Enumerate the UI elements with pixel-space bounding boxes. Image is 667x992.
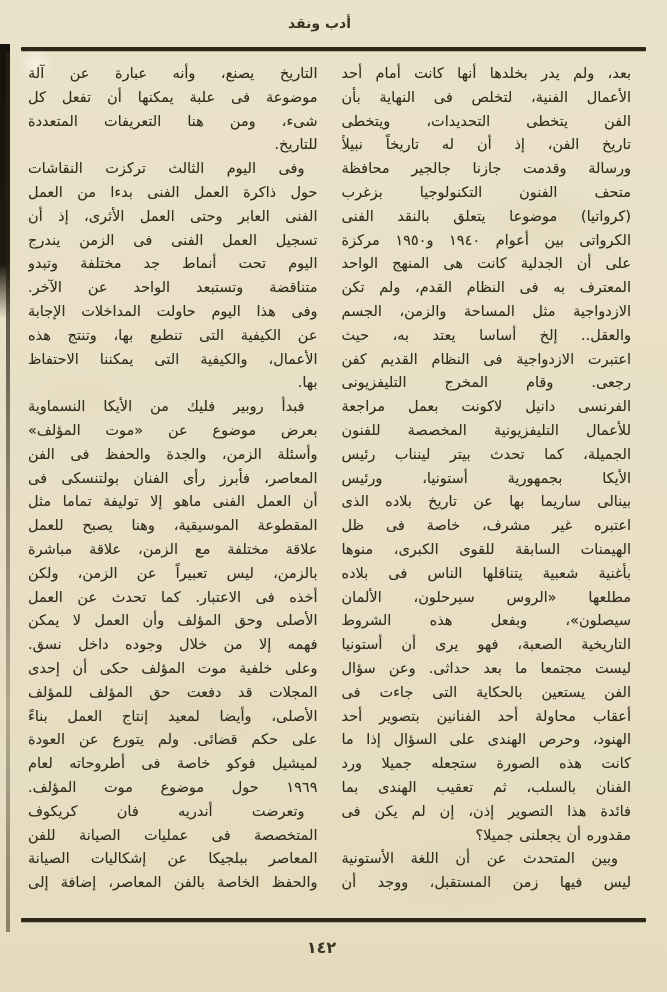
text-line: الأيكا بجمهورية أستونيا، ورئيس [341,470,631,487]
text-line: عن الكيفية التى تنطبع بها، وتنتج هذه [28,327,318,344]
text-line: أن العمل الفنى ماهو إلا توليفة تماما مثل [28,494,318,511]
text-line: التاريخ يصنع، وأنه عبارة عن آلة [28,66,318,82]
text-line: الأصلى، وأيضا لمعيد إنتاج العمل بناءً [28,708,318,725]
text-line: شىء، ومن هنا التعريفات المتعددة [28,113,318,130]
text-line: للأعمال التليفزيونية المخصصة للفنون [341,422,631,439]
text-line: التاريخية الصعبة، فهو يرى أن أستونيا [341,637,631,654]
text-line: المجلات قد دفعت حق المؤلف للمؤلف [28,684,318,701]
text-line: الهيمنات السابقة للقوى الكبرى، منوها [341,541,631,558]
text-line: سيصلون»، وبفعل هذه الشروط [341,613,631,630]
text-column-left [28,63,318,896]
text-line: اعتبره غير مشرف، خاصة فى ظل [341,518,631,535]
text-line: المتخصصة فى عمليات الصيانة للفن [28,827,318,844]
text-line: اعتبرت الازدواجية فى النظام القديم كفن [341,351,631,368]
text-line: حول ذاكرة العمل الفنى بدءا من العمل [28,184,318,201]
scan-edge-line [6,52,10,932]
text-line: بعرض موضوع عن «موت المؤلف» [28,422,318,439]
text-line: بها. [297,375,318,392]
text-line: ورسالة وقدمت جازنا جالجير محافظة [341,161,631,178]
text-line: الفنى العابر وحتى العمل الأثرى، إذ أن [28,208,318,225]
text-line: أخذه فى الاعتبار. كما تحدث عن العمل [28,589,318,606]
text-line: الهنود، وحرص الهندى على السؤال إذا ما [341,732,631,749]
text-line: كانت هذه الصورة ستجعله جميلا ورد [341,756,631,773]
text-line: المعاصر ببلجيكا عن إشكاليات الصيانة [28,851,318,868]
text-line: وفى اليوم الثالث تركزت النقاشات [28,161,305,178]
text-line: الفرنسى دانيل لاكونت بعمل مراجعة [341,399,631,416]
text-line: أعقاب محاولة أحد الفنانين بتصوير أحد [341,708,631,725]
text-line: متحف الفنون التكنولوجيا بزغرب [341,184,631,201]
top-rule-divider [21,47,646,51]
text-column-right [342,63,632,896]
text-line: تاريخ الفن، إذ أن له تاريخاً نبيلاً [341,137,631,154]
text-line: ليست مجتمعا ما بعد حداثى. وعن سؤال [341,660,631,677]
text-line: فهمه إلا من خلال وجوده داخل نسق. [28,637,318,654]
text-line: بالزمن، ليس تعبيراً عن الزمن، ولكن [28,565,318,582]
text-line: للتاريخ. [274,137,318,154]
text-line: اليوم تحت أنماط جد مختلفة وتبدو [28,256,318,273]
text-line: رجعى. وقام المخرج التليفزيونى [341,375,631,392]
text-line: الفن يستعين بالحكاية التى جاءت فى [341,684,631,701]
text-line: ليس فيها زمن المستقبل، ووجد أن [341,875,631,892]
text-line: على حكم قضائى. ولم يتورع عن العودة [28,732,318,749]
text-line: الأعمال، والكيفية التى يمكننا الاحتفاظ [28,351,318,368]
text-line: موضوعة فى علبة يمكنها أن تفعل كل [28,89,318,106]
text-line: والحفظ الخاصة بالفن المعاصر، إضافة إلى [28,875,318,892]
text-line: وأسئلة الزمن، والجدة والحفظ فى الفن [28,446,318,463]
text-line: فائدة هذا التصوير إذن، إن لم يكن فى [341,803,631,820]
text-line: الازدواجية مثل المساحة والزمن، الجسم [341,303,631,320]
text-line: (كرواتيا) موضوعا يتعلق بالنقد الفنى [341,208,631,225]
text-line: وفى هذا اليوم حاولت المداخلات الإجابة [28,303,318,320]
text-line: الكرواتى بين أعوام ١٩٤٠ و١٩٥٠ مركزة [341,232,631,249]
text-line: تسجيل العمل الفنى فى الزمن يندرج [28,232,318,249]
text-line: وتعرضت أندريه فان كريكوف [28,803,305,820]
text-line: على أن الجدلية كانت هى المنهج الواحد [341,256,631,273]
text-line: وعلى خلفية موت المؤلف حكى أن إحدى [28,660,318,677]
text-line: لميشيل فوكو خاصة فى أطروحاته لعام [28,756,318,773]
text-line: الأصلى وحق المؤلف وأن العمل لا يمكن [28,613,318,630]
text-line: مقدوره أن يجعلنى جميلا؟ [475,827,631,844]
section-header: أدب ونقد [287,16,352,32]
text-line: الفنان بالسلب، ثم تعقيب الهندى بما [341,779,631,796]
text-line: ١٩٦٩ حول موضوع موت المؤلف. [28,779,318,796]
text-line: علاقة مختلفة مع الزمن، علاقة مباشرة [28,541,318,558]
text-line: الأعمال الفنية، لتخلص فى النهاية بأن [341,89,631,106]
text-line: وبين المتحدث عن أن اللغة الأستونية [341,851,618,868]
text-line: المعترف به فى النظام القدم، ولم تكن [341,280,631,297]
text-line: بينالى ساريما بها عن تاريخ بلاده الذى [341,494,631,511]
text-line: بعد، ولم يدر بخلدها أنها كانت أمام أحد [341,66,631,82]
text-line: بأغنية شعبية يتناقلها الناس فى بلاده [341,565,631,582]
article-body [28,63,631,896]
text-line: المعاصر، فأبرز رأى الفنان بولتنسكى فى [28,470,318,487]
text-line: فبدأ روبير فليك من الأيكا النسماوية [28,399,305,416]
text-line: مطلعها «الروس سيرحلون، الألمان [341,589,631,606]
page-number: ١٤٢ [306,938,337,957]
text-line: المقطوعة الموسيقية، وهنا يصبح للعمل [28,518,318,535]
bottom-rule-divider [21,918,646,922]
text-line: متناقضة وتستبعد الواحد عن الآخر. [28,280,318,297]
text-line: الجميلة، كما تحدث بيتر لينناب رئيس [341,446,631,463]
text-line: والعقل.. إلخ أساسا يعتد به، حيث [341,327,631,344]
text-line: الفن يتخطى التحديدات، ويتخطى [341,113,631,130]
